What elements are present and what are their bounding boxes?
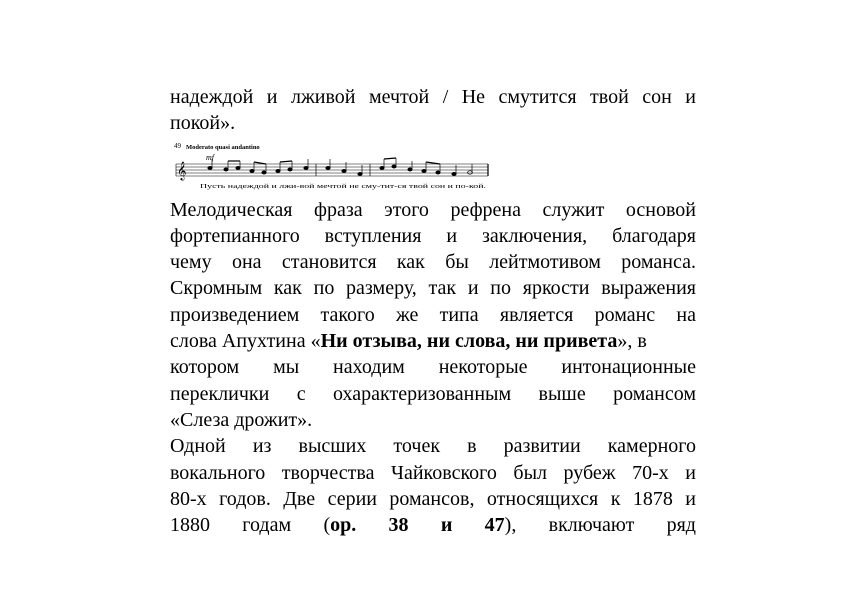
document-page bbox=[170, 84, 696, 538]
text-line: 80-х годов. Две серии романсов, относящихся к 1878 и bbox=[170, 487, 696, 510]
text-line: котором мы находим некоторые интонационные bbox=[170, 356, 696, 379]
text-line: чему она становится как бы лейтмотивом романса. bbox=[170, 251, 696, 274]
text-line-apukhtin bbox=[170, 328, 696, 354]
music-staff-graphic bbox=[170, 141, 696, 193]
text-segment: слова Апухтина « bbox=[170, 330, 321, 353]
romance-title: Ни отзыва, ни слова, ни привета bbox=[320, 330, 618, 353]
dynamic-marking: mf bbox=[206, 152, 214, 162]
text-line: «Слеза дрожит». bbox=[170, 408, 313, 431]
text-line: вокального творчества Чайковского был рубеж 70-х и bbox=[170, 461, 696, 484]
text-line: переклички с охарактеризованным выше романсом bbox=[170, 382, 696, 405]
text-line: фортепианного вступления и заключения, благодаря bbox=[170, 224, 696, 247]
text-segment: 1880 годам ( bbox=[170, 514, 331, 537]
text-line: Мелодическая фраза этого рефрена служит основой bbox=[170, 198, 696, 221]
opus-numbers: ор. 38 и 47 bbox=[330, 514, 505, 537]
text-segment: ), включают ряд bbox=[504, 514, 696, 537]
example-number: 49 bbox=[174, 141, 181, 150]
text-line: Одной из высших точек в развитии камерного bbox=[170, 435, 696, 458]
text-line: надеждой и лживой мечтой / Не смутится твой сон и bbox=[170, 86, 696, 108]
tempo-marking: Moderato quasi andantino bbox=[186, 143, 260, 151]
text-line: покой». bbox=[170, 112, 236, 135]
text-segment: », в bbox=[617, 330, 647, 353]
text-line: Скромным как по размеру, так и по яркости выражения bbox=[170, 277, 696, 300]
lyrics-line: Пусть надеждой и лжи-вой мечтой не сму-тит-ся твой сон и по-кой. bbox=[200, 182, 487, 190]
music-notation bbox=[170, 141, 696, 193]
treble-clef-icon: 𝄞 bbox=[177, 162, 187, 180]
text-line-opus bbox=[170, 512, 696, 538]
text-line: произведением такого же типа является романс на bbox=[170, 303, 696, 326]
